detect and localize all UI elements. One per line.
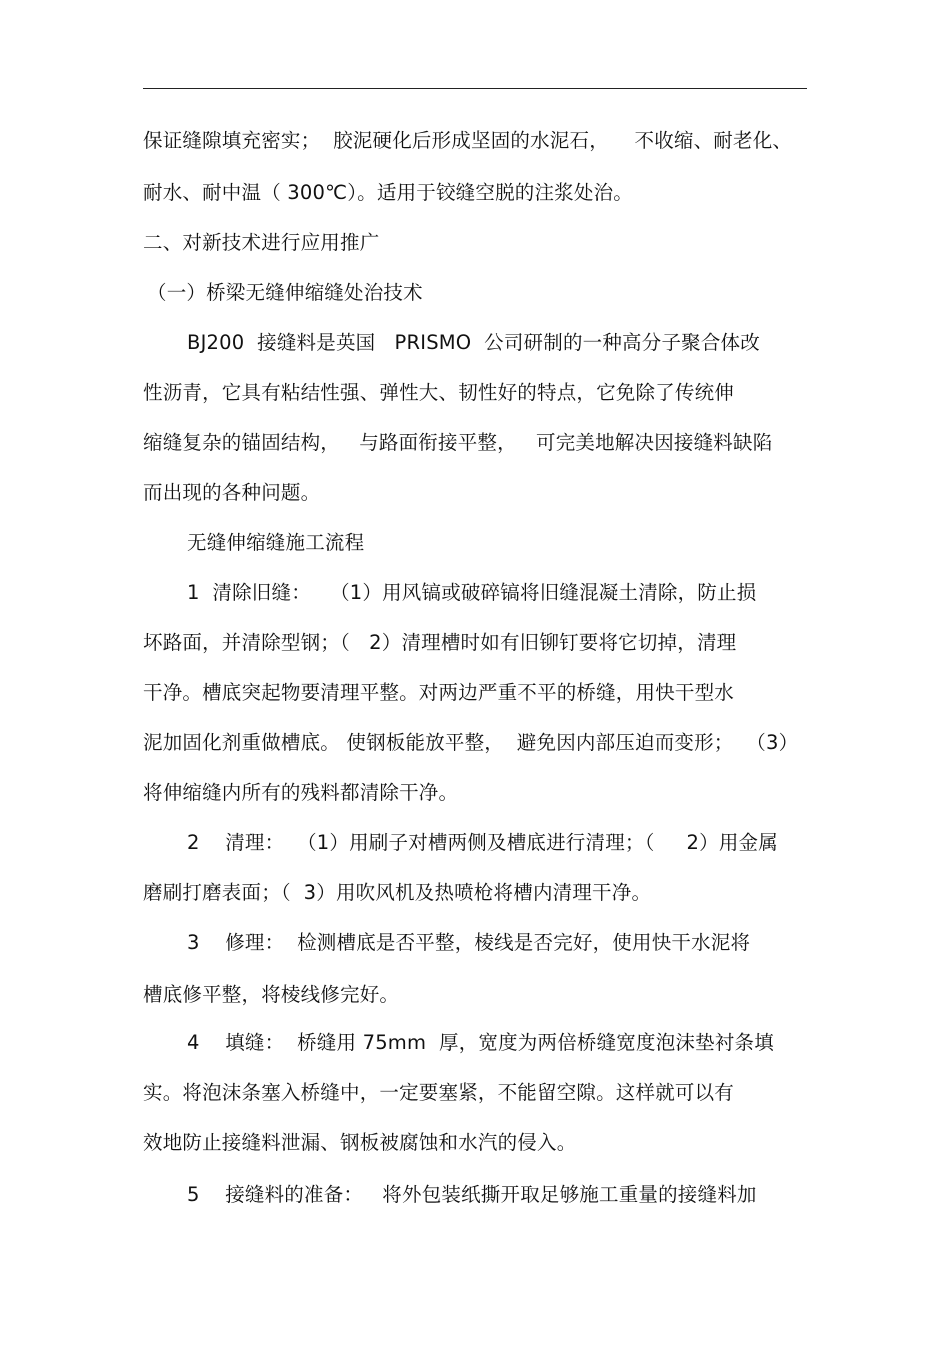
process-heading: 无缝伸缩缝施工流程 [187, 531, 365, 554]
section-heading: 二、对新技术进行应用推广 [143, 231, 380, 254]
step-3-line: 槽底修平整，将棱线修完好。 [143, 983, 400, 1006]
step-1-line: 泥加固化剂重做槽底。 使钢板能放平整， 避免因内部压迫而变形； （3） [143, 731, 799, 754]
step-1-line: 干净。槽底突起物要清理平整。对两边严重不平的桥缝，用快干型水 [143, 681, 735, 704]
step-4-line: 实。将泡沫条塞入桥缝中，一定要塞紧，不能留空隙。这样就可以有 [143, 1081, 735, 1104]
step-5-line: 5 接缝料的准备： 将外包装纸撕开取足够施工重量的接缝料加 [187, 1183, 757, 1206]
step-2-line: 磨刷打磨表面；（ 3）用吹风机及热喷枪将槽内清理干净。 [143, 881, 652, 904]
paragraph-line: 而出现的各种问题。 [143, 481, 321, 504]
step-2-line: 2 清理： （1）用刷子对槽两侧及槽底进行清理；（ 2）用金属 [187, 831, 778, 854]
header-rule [143, 88, 807, 89]
paragraph-line: 缩缝复杂的锚固结构， 与路面衔接平整， 可完美地解决因接缝料缺陷 [143, 431, 773, 454]
step-4-line: 4 填缝： 桥缝用 75mm 厚，宽度为两倍桥缝宽度泡沫垫衬条填 [187, 1031, 774, 1054]
subsection-heading: （一）桥梁无缝伸缩缝处治技术 [147, 281, 423, 304]
step-1-line: 将伸缩缝内所有的残料都清除干净。 [143, 781, 459, 804]
step-1-line: 坏路面，并清除型钢；（ 2）清理槽时如有旧铆钉要将它切掉，清理 [143, 631, 737, 654]
text-line-2: 耐水、耐中温（ 300℃）。适用于铰缝空脱的注浆处治。 [143, 181, 633, 204]
paragraph-line: 性沥青，它具有粘结性强、弹性大、韧性好的特点，它免除了传统伸 [143, 381, 735, 404]
step-3-line: 3 修理： 检测槽底是否平整，棱线是否完好，使用快干水泥将 [187, 931, 751, 954]
text-line-1: 保证缝隙填充密实； 胶泥硬化后形成坚固的水泥石， 不收缩、耐老化、 [143, 129, 793, 152]
step-4-line: 效地防止接缝料泄漏、钢板被腐蚀和水汽的侵入。 [143, 1131, 577, 1154]
paragraph-line: BJ200 接缝料是英国 PRISMO 公司研制的一种高分子聚合体改 [187, 331, 760, 354]
step-1-line: 1 清除旧缝： （1）用风镐或破碎镐将旧缝混凝土清除，防止损 [187, 581, 757, 604]
